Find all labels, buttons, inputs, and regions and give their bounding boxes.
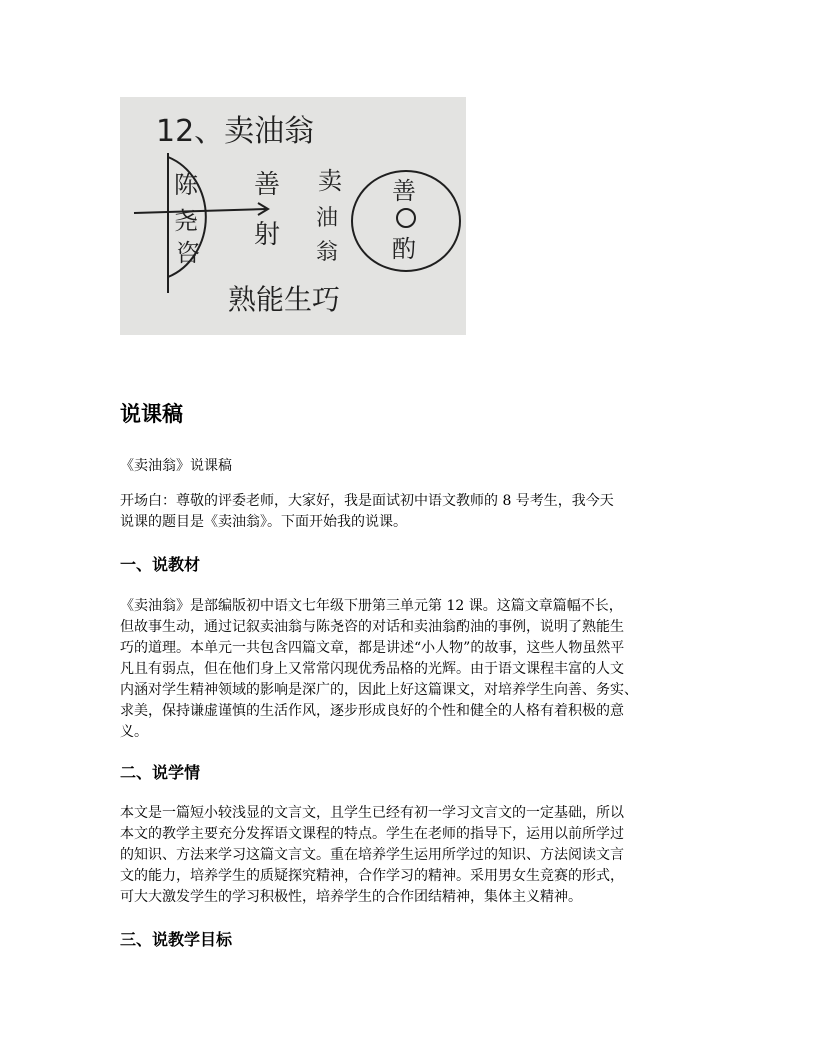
textbook-line-2: 但故事生动，通过记叙卖油翁与陈尧咨的对话和卖油翁酌油的事例，说明了熟能生 [120,619,624,635]
textbook-line-4: 凡且有弱点，但在他们身上又常常闪现优秀品格的光辉。由于语文课程丰富的人文 [120,661,624,677]
mai-you-weng-char-2: 油 [316,206,339,231]
textbook-line-3: 巧的道理。本单元一共包含四篇文章，都是讲述“小人物”的故事，这些人物虽然平 [120,640,625,656]
opening-line-2: 说课的题目是《卖油翁》。下面开始我的说课。 [120,514,407,530]
students-line-2: 本文的教学主要充分发挥语文课程的特点。学生在老师的指导下，运用以前所学过 [120,826,624,842]
section-textbook-paragraph [120,596,712,743]
circle-left-char-3: 咨 [176,239,200,267]
students-line-4: 文的能力，培养学生的质疑探究精神，合作学习的精神。采用男女生竞赛的形式， [120,868,624,884]
shan-she-char-2: 射 [254,220,281,250]
textbook-line-1: 《卖油翁》是部编版初中语文七年级下册第三单元第 12 课。这篇文章篇幅不长， [120,598,623,614]
textbook-line-7: 义。 [120,724,148,740]
board-notes-drawing [120,97,466,335]
section-heading-students: 二、说学情 [120,763,201,782]
lesson-heading: 12、卖油翁 [156,114,315,149]
bottom-phrase: 熟能生巧 [228,283,341,316]
circle-left-char-2: 尧 [174,207,198,235]
circle-right-char-2: 酌 [392,235,416,263]
section-heading-textbook: 一、说教材 [120,555,201,574]
opening-paragraph [120,491,712,533]
document-title: 说课稿 [120,402,183,426]
textbook-line-6: 求美，保持谦虚谨慎的生活作风，逐步形成良好的个性和健全的人格有着积极的意 [120,703,624,719]
shan-she-char-1: 善 [254,170,281,200]
section-students-paragraph [120,803,712,908]
students-line-1: 本文是一篇短小较浅显的文言文，且学生已经有初一学习文言文的一定基础，所以 [120,805,624,821]
opening-line-1: 开场白：尊敬的评委老师，大家好，我是面试初中语文教师的 8 号考生，我今天 [120,493,614,509]
circle-left-char-1: 陈 [174,171,198,199]
board-notes-photo [120,97,466,335]
students-line-3: 的知识、方法来学习这篇文言文。重在培养学生运用所学过的知识、方法阅读文言 [120,847,624,863]
section-heading-objectives: 三、说教学目标 [120,930,233,949]
textbook-line-5: 内涵对学生精神领域的影响是深广的，因此上好这篇课文，对培养学生向善、务实、 [120,682,638,698]
mai-you-weng-char-1: 卖 [318,167,342,195]
document-subtitle: 《卖油翁》说课稿 [120,458,232,474]
circle-right-char-1: 善 [392,177,416,205]
mai-you-weng-char-3: 翁 [316,240,339,265]
students-line-5: 可大大激发学生的学习积极性，培养学生的合作团结精神，集体主义精神。 [120,889,582,905]
